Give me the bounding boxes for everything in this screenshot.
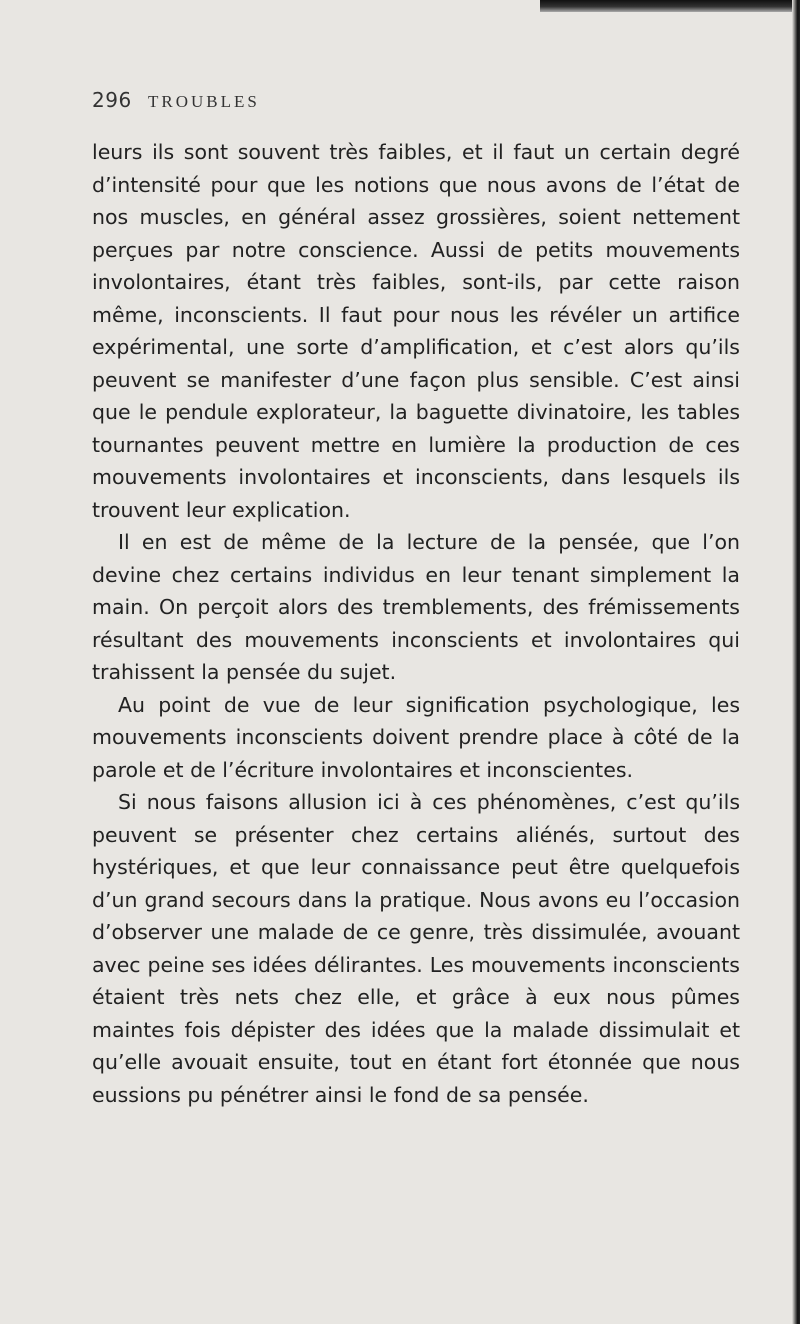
page-number: 296 [92,88,132,112]
paragraph: leurs ils sont souvent très faibles, et il faut un certain degré d’intensité pour que les notions que nous avons de l’état de nos muscles, en général assez grossières, soient nettement perçues par notre conscience. Aussi de petits mouvements involontaires, étant très faibles, sont-ils, par cette raison même, inconscients. Il faut pour nous les révéler un artifice expérimental, une sorte d’amplification, et c’est alors qu’ils peuvent se manifester d’une façon plus sensible. C’est ainsi que le pendule explorateur, la baguette divinatoire, les tables tournantes peuvent mettre en lumière la production de ces mouvements involontaires et inconscients, dans lesquels ils trouvent leur explication. [92,140,740,522]
running-head: TROUBLES [148,92,260,111]
page-header [92,88,712,128]
body-text [92,136,740,1111]
scan-edge-right [792,0,800,1324]
paragraph: Il en est de même de la lecture de la pensée, que l’on devine chez certains individus en leur tenant simplement la main. On perçoit alors des tremblements, des frémissements résultant des mouvements inconscients et involontaires qui trahissent la pensée du sujet. [92,530,740,684]
paragraph: Au point de vue de leur signification psychologique, les mouvements inconscients doivent prendre place à côté de la parole et de l’écriture involontaires et inconscientes. [92,692,740,782]
paragraph: Si nous faisons allusion ici à ces phénomènes, c’est qu’ils peuvent se présenter chez certains aliénés, surtout des hystériques, et que leur connaissance peut être quelquefois d’un grand secours dans la pratique. Nous avons eu l’occasion d’observer une malade de ce genre, très dissimulée, avouant avec peine ses idées délirantes. Les mouvements inconscients étaient très nets chez elle, et grâce à eux nous pûmes maintes fois dépister des idées que la malade dissimulait et qu’elle avouait ensuite, tout en étant fort étonnée que nous eussions pu pénétrer ainsi le fond de sa pensée. [92,790,740,1107]
scan-edge-top [540,0,800,12]
